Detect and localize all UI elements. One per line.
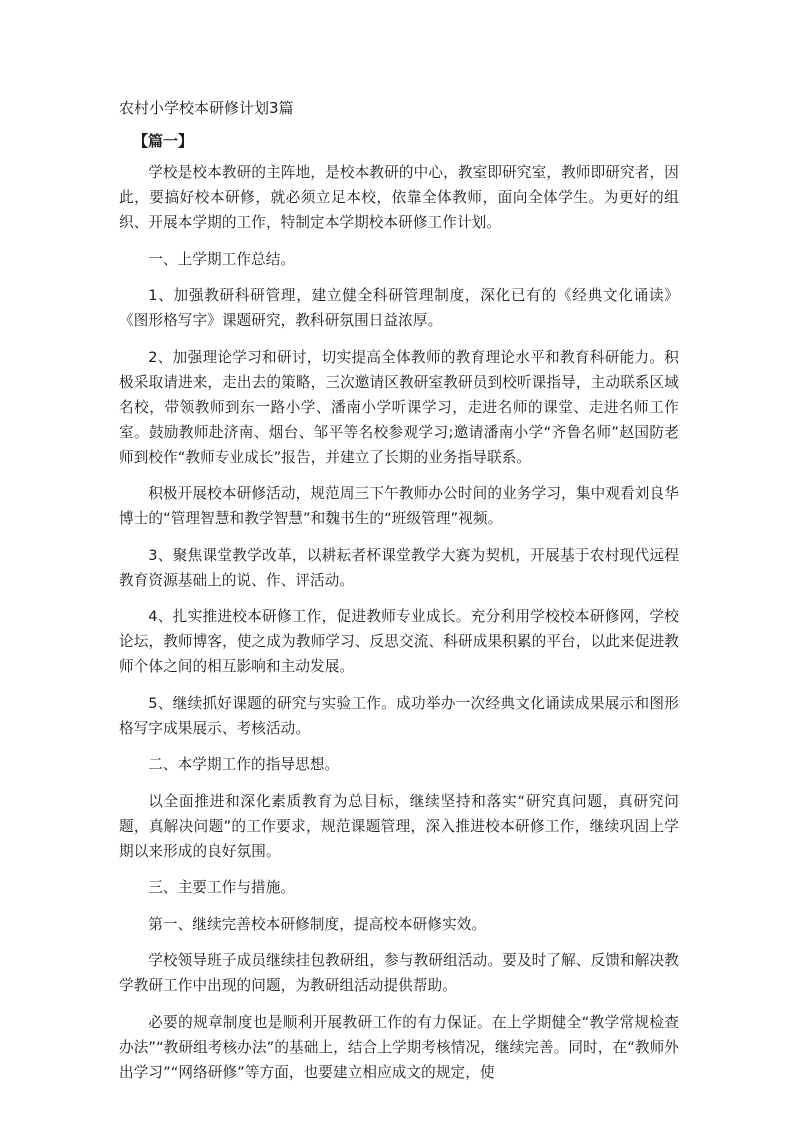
summary-item-5: 5、继续抓好课题的研究与实验工作。成功举办一次经典文化诵读成果展示和图形格写字成果展示、考核活动。 [119, 694, 679, 737]
summary-item-1: 1、加强教研科研管理，建立健全科研管理制度，深化已有的《经典文化诵读》《图形格写字》课题研究，教科研氛围日益浓厚。 [119, 287, 679, 329]
heading-last-term-summary: 一、上学期工作总结。 [148, 250, 296, 268]
regulations-paragraph: 必要的规章制度也是顺利开展教研工作的有力保证。在上学期健全“教学常规检查办法”“教研组考核办法”的基础上，结合上学期考核情况，继续完善。同时，在“教师外出学习”“网络研修”等方面，也要建立相应成文的规定，使 [119, 1013, 679, 1081]
summary-item-2: 2、加强理论学习和研讨，切实提高全体教师的教育理论水平和教育科研能力。积极采取请进来，走出去的策略，三次邀请区教研室教研员到校听课指导，主动联系区域名校，带领教师到东一路小学、潘南小学听课学习，走进名师的课堂、走进名师工作室。鼓励教师赴济南、烟台、邹平等名校参观学习;邀请潘南小学“齐鲁名师”赵国防老师到校作“教师专业成长”报告，并建立了长期的业务指导联系。 [119, 348, 679, 466]
summary-item-4: 4、扎实推进校本研修工作，促进教师专业成长。充分利用学校校本研修网，学校论坛，教师博客，使之成为教师学习、反思交流、科研成果积累的平台，以此来促进教师个体之间的相互影响和主动发展。 [119, 608, 679, 675]
intro-paragraph: 学校是校本教研的主阵地，是校本教研的中心，教室即研究室，教师即研究者，因此，要搞好校本研修，就必须立足本校，依靠全体教师，面向全体学生。为更好的组织、开展本学期的工作，特制定本学期校本研修工作计划。 [119, 164, 679, 231]
section-heading: 【篇一】 [133, 132, 194, 150]
heading-main-work: 三、主要工作与措施。 [148, 879, 296, 896]
guiding-ideology-paragraph: 以全面推进和深化素质教育为总目标，继续坚持和落实“研究真问题，真研究问题，真解决问题”的工作要求，规范课题管理，深入推进校本研修工作，继续巩固上学期以来形成的良好氛围。 [119, 792, 679, 860]
summary-item-2-continued: 积极开展校本研修活动，规范周三下午教师办公时间的业务学习，集中观看刘良华博士的“管理智慧和教学智慧”和魏书生的“班级管理”视频。 [119, 485, 679, 527]
heading-guiding-ideology: 二、本学期工作的指导思想。 [148, 756, 340, 773]
document-title: 农村小学校本研修计划3篇 [119, 99, 294, 117]
document-body [119, 160, 679, 1096]
summary-item-3: 3、聚焦课堂教学改革，以耕耘者杯课堂教学大赛为契机，开展基于农村现代远程教育资源基础上的说、作、评活动。 [119, 546, 679, 589]
main-work-point-1: 第一、继续完善校本研修制度，提高校本研修实效。 [148, 915, 487, 933]
leadership-paragraph: 学校领导班子成员继续挂包教研组，参与教研组活动。要及时了解、反馈和解决教学教研工作中出现的问题，为教研组活动提供帮助。 [119, 952, 679, 994]
